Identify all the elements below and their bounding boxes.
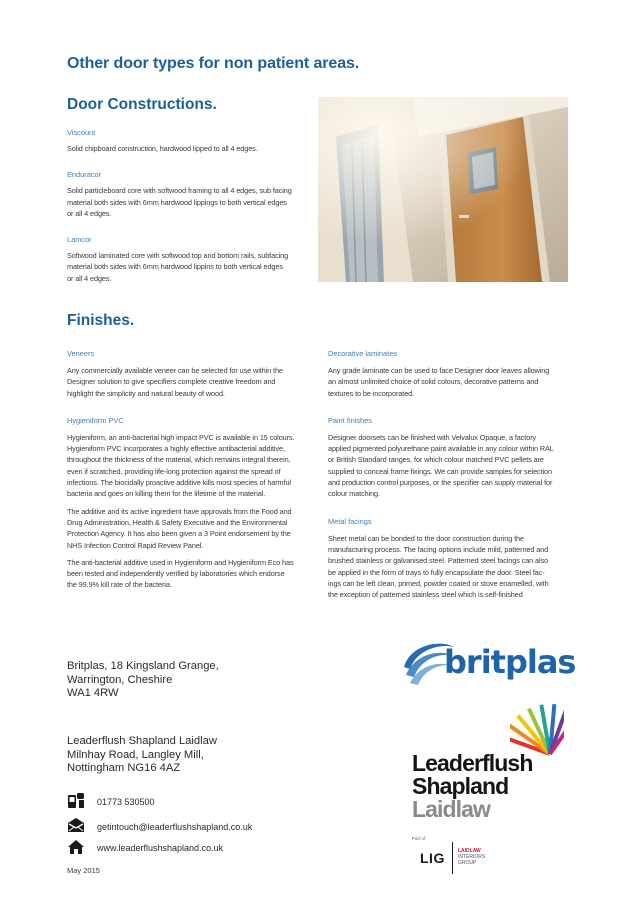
finishes-heading: Finishes. (67, 312, 135, 329)
text-line: highlight the simplicity and natural beauty of wood. (67, 388, 225, 398)
construction-text (67, 143, 312, 154)
door-photo (318, 97, 568, 282)
britplas-wordmark: britplas (444, 643, 576, 681)
finish-title: Paint finishes (328, 415, 372, 425)
text-line: Protection Agency. It has also been given a 3 Point endorsement by the (67, 529, 291, 539)
finishes-right-column (328, 349, 578, 600)
publication-date: May 2015 (67, 866, 100, 875)
text-line: or British Standard ranges, for which colour matched PVC pellets are (328, 455, 544, 465)
lig-logo (412, 836, 522, 876)
text-line: colour matching. (328, 489, 380, 499)
text-line: Solid particleboard core with softwood framing to all 4 edges, sub facing (67, 186, 292, 196)
phone-icon (67, 793, 85, 809)
text-line: supplied to conceal frame fixings. We can provide samples for selection (328, 466, 552, 476)
lig-wordmark: LIG (420, 850, 445, 866)
finish-title: Hygieniform PVC (67, 415, 124, 425)
text-line: material both sides with 6mm hardwood lippings to both vertical edges (67, 197, 287, 207)
text-line: Any commercially available veneer can be selected for use within the (67, 366, 283, 375)
text-line: Hygieniform PVC incorporates a highly effective antibacterial additive, (67, 444, 285, 454)
lsl-logo (412, 700, 572, 820)
lsl-wordmark-leaderflush: Leaderflush (412, 750, 533, 776)
text-line: Any grade laminate can be used to face Designer door leaves allowing (328, 366, 550, 375)
page-heading: Other door types for non patient areas. (67, 55, 360, 72)
lsl-wordmark-laidlaw: Laidlaw (412, 796, 491, 822)
finish-paragraph (328, 365, 578, 399)
door-photo-illustration (318, 97, 568, 282)
home-icon (67, 839, 85, 855)
britplas-logo (400, 637, 576, 687)
constructions-list (67, 128, 312, 284)
lsl-wordmark-shapland: Shapland (412, 773, 509, 799)
lig-divider (452, 842, 453, 874)
text-line: or all 4 edges. (67, 273, 112, 283)
text-line: The additive and its active ingredient have approvals from the Food and (67, 506, 292, 516)
lig-group-text (458, 848, 485, 866)
finish-paragraph (328, 432, 578, 500)
part-of-label: Part of (412, 836, 426, 841)
text-line: Designer solution to give specifiers complete creative freedom and (67, 377, 276, 387)
construction-text (67, 185, 312, 219)
finish-paragraph (328, 533, 578, 601)
address-line: Milnhay Road, Langley Mill, (67, 748, 204, 761)
construction-text (67, 250, 312, 284)
website-link[interactable]: www.leaderflushshapland.co.uk (97, 843, 224, 853)
finish-title: Metal facings (328, 516, 372, 526)
text-line: or all 4 edges. (67, 208, 112, 218)
finish-paragraph (67, 365, 317, 399)
text-line: brushed stainless or galvanised steel. Patterned steel facings can also (328, 556, 549, 566)
text-line: and production control purposes, or the specifier can supply material for (328, 478, 553, 488)
text-line: the exception of patterned stainless steel which is self-finished (328, 590, 523, 600)
constructions-heading: Door Constructions. (67, 96, 217, 113)
finishes-left-column (67, 349, 317, 591)
finish-title: Veneers (67, 349, 95, 358)
text-line: Solid chipboard construction, hardwood lipped to all 4 edges. (67, 144, 258, 153)
text-line: an almost unlimited choice of solid colours, decorative patterns and (328, 377, 539, 387)
phone-number[interactable]: 01773 530500 (97, 797, 155, 807)
construction-title: Viscount (67, 128, 96, 137)
text-line: Softwood laminated core with softwood top and bottom rails, subfacing (67, 251, 289, 261)
lig-group-line: INTERIORS (458, 854, 486, 860)
text-line: The anti-bacterial additive used in Hygieniform and Hygieniform Eco has (67, 557, 294, 567)
finish-title: Decorative laminates (328, 349, 398, 358)
lig-group-line: LAIDLAW (458, 848, 481, 854)
text-line: Designer doorsets can be finished with Velvalux Opaque, a factory (328, 432, 537, 442)
text-line: even if scratched, providing life-long protection against the spread of (67, 466, 281, 476)
email-link[interactable]: getintouch@leaderflushshapland.co.uk (97, 822, 253, 832)
text-line: be applied in the form of trays to fully encapsulate the door. Steel fac- (328, 567, 545, 577)
address-line: WA1 4RW (67, 687, 119, 700)
text-line: textures to be incorporated. (328, 388, 415, 398)
text-line: the 99.9% kill rate of the bacteria. (67, 580, 172, 590)
address-line: Warrington, Cheshire (67, 673, 173, 686)
lig-group-line: GROUP (458, 860, 477, 866)
text-line: throughout the thickness of the material, which remains integral therein, (67, 455, 291, 465)
construction-title: Lamcor (67, 235, 92, 245)
britplas-address (67, 660, 219, 701)
finish-paragraph (67, 506, 317, 551)
address-line: Leaderflush Shapland Laidlaw (67, 735, 217, 747)
text-line: material both sides with 6mm hardwood lippins to both vertical edges (67, 262, 283, 272)
text-line: manufacturing process. The facing options include mild, patterned and (328, 544, 549, 554)
text-line: applied pigmented polyurethane paint available in any colour within RAL (328, 444, 554, 454)
text-line: been tested and independently verified by laboratories which endorse (67, 569, 285, 579)
construction-title: Enduracor (67, 170, 102, 180)
address-line: Nottingham NG16 4AZ (67, 762, 181, 775)
lsl-fan-icon (510, 700, 564, 756)
email-icon (67, 817, 85, 833)
text-line: Drug Administration, Health & Safety Executive and the Environmental (67, 517, 288, 527)
text-line: infections. The biocidally proactive additive kills most species of harmful (67, 478, 291, 488)
lsl-address (67, 735, 217, 776)
finish-paragraph (67, 557, 317, 591)
address-line: Britplas, 18 Kingsland Grange, (67, 660, 219, 672)
text-line: Sheet metal can be bonded to the door construction during the (328, 533, 524, 543)
text-line: ings can be left clean, primed, powder coated or stove enamelled, with (328, 578, 549, 588)
text-line: NHS Infection Control Rapid Review Panel. (67, 540, 204, 550)
text-line: bacteria and goes on killing them for the lifetime of the material. (67, 489, 266, 499)
text-line: Hygieniform, an anti-bacterial high impact PVC is available in 15 colours. (67, 432, 295, 442)
finish-paragraph (67, 432, 317, 500)
